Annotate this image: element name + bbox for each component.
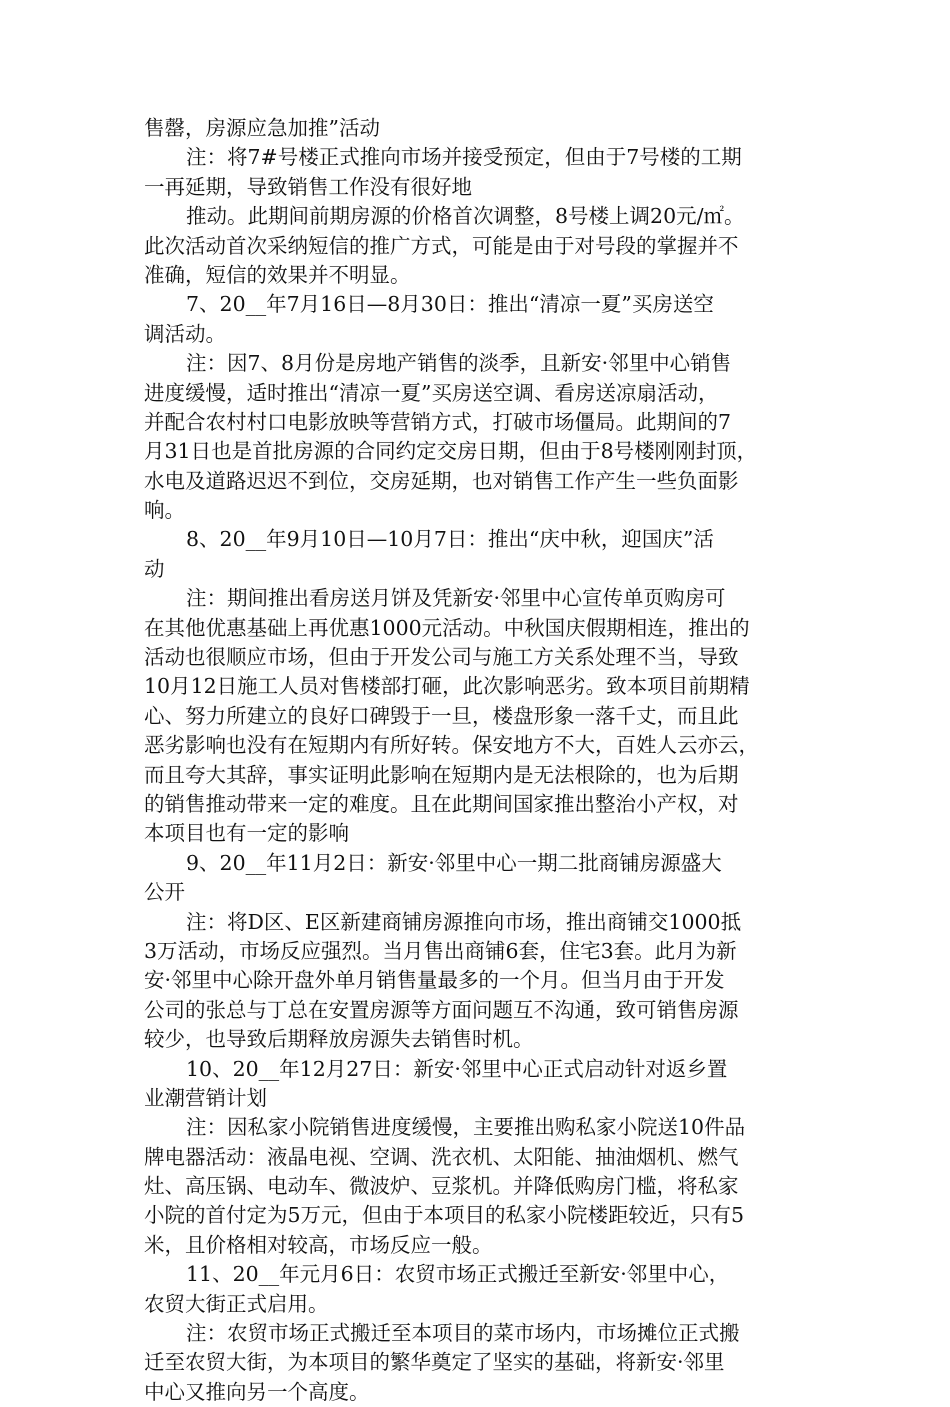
paragraph-first-line: 8、20__年9月10日—10月7日：推出“庆中秋，迎国庆”活 — [186, 527, 714, 552]
paragraph-first-line: 7、20__年7月16日—8月30日：推出“清凉一夏”买房送空 — [186, 292, 714, 317]
paragraph-line: 在其他优惠基础上再优惠1000元活动。中秋国庆假期相连，推出的 — [144, 615, 750, 640]
paragraph-line: 心、努力所建立的良好口碑毁于一旦，楼盘形象一落千丈，而且此 — [144, 703, 739, 728]
paragraph-first-line: 10、20__年12月27日：新安·邻里中心正式启动针对返乡置 — [186, 1056, 728, 1081]
paragraph-line: 中心又推向另一个高度。 — [144, 1379, 370, 1404]
paragraph-line: 10月12日施工人员对售楼部打砸，此次影响恶劣。致本项目前期精 — [144, 674, 750, 699]
paragraph-line: 公开 — [144, 880, 185, 905]
paragraph-line: 而且夸大其辞，事实证明此影响在短期内是无法根除的，也为后期 — [144, 762, 739, 787]
paragraph-line: 调活动。 — [144, 321, 226, 346]
paragraph-line: 农贸大街正式启用。 — [144, 1291, 329, 1316]
paragraph-line: 牌电器活动：液晶电视、空调、洗衣机、太阳能、抽油烟机、燃气 — [144, 1144, 739, 1169]
paragraph-line: 响。 — [144, 498, 185, 523]
paragraph-line: 此次活动首次采纳短信的推广方式，可能是由于对号段的掌握并不 — [144, 233, 739, 258]
paragraph-line: 安·邻里中心除开盘外单月销售量最多的一个月。但当月由于开发 — [144, 968, 725, 993]
paragraph-first-line: 推动。此期间前期房源的价格首次调整，8号楼上调20元/㎡。 — [186, 204, 745, 229]
paragraph-line: 3万活动，市场反应强烈。当月售出商铺6套，住宅3套。此月为新 — [144, 938, 737, 963]
paragraph-first-line: 注：将D区、E区新建商铺房源推向市场，推出商铺交1000抵 — [186, 909, 742, 934]
paragraph-line: 较少，也导致后期释放房源失去销售时机。 — [144, 1027, 534, 1052]
paragraph-line: 迁至农贸大街，为本项目的繁华奠定了坚实的基础，将新安·邻里 — [144, 1350, 725, 1375]
paragraph-line: 准确，短信的效果并不明显。 — [144, 262, 411, 287]
paragraph-first-line: 注：将7#号楼正式推向市场并接受预定，但由于7号楼的工期 — [186, 145, 742, 170]
paragraph-first-line: 注：期间推出看房送月饼及凭新安·邻里中心宣传单页购房可 — [186, 586, 726, 611]
paragraph-line: 动 — [144, 556, 165, 581]
paragraph-first-line: 9、20__年11月2日：新安·邻里中心一期二批商铺房源盛大 — [186, 850, 722, 875]
paragraph-line: 的销售推动带来一定的难度。且在此期间国家推出整治小产权，对 — [144, 791, 739, 816]
paragraph-line: 活动也很顺应市场，但由于开发公司与施工方关系处理不当，导致 — [144, 645, 739, 670]
paragraph-line: 米，且价格相对较高，市场反应一般。 — [144, 1232, 493, 1257]
paragraph-line: 进度缓慢，适时推出“清凉一夏”买房送空调、看房送凉扇活动， — [144, 380, 719, 405]
document-body — [144, 114, 816, 1407]
paragraph-line: 本项目也有一定的影响 — [144, 821, 349, 846]
paragraph-line: 并配合农村村口电影放映等营销方式，打破市场僵局。此期间的7 — [144, 409, 732, 434]
paragraph-first-line: 注：农贸市场正式搬迁至本项目的菜市场内，市场摊位正式搬 — [186, 1321, 740, 1346]
paragraph-line: 售罄，房源应急加推”活动 — [144, 116, 380, 140]
paragraph-line: 恶劣影响也没有在短期内有所好转。保安地方不大，百姓人云亦云， — [144, 733, 759, 758]
paragraph-line: 业潮营销计划 — [144, 1085, 267, 1110]
paragraph-first-line: 注：因私家小院销售进度缓慢，主要推出购私家小院送10件品 — [186, 1115, 746, 1140]
paragraph-line: 小院的首付定为5万元，但由于本项目的私家小院楼距较近，只有5 — [144, 1203, 745, 1228]
paragraph-first-line: 11、20__年元月6日：农贸市场正式搬迁至新安·邻里中心， — [186, 1262, 730, 1287]
paragraph-line: 灶、高压锅、电动车、微波炉、豆浆机。并降低购房门槛，将私家 — [144, 1174, 739, 1199]
paragraph-first-line: 注：因7、8月份是房地产销售的淡季，且新安·邻里中心销售 — [186, 351, 732, 376]
paragraph-line: 一再延期，导致销售工作没有很好地 — [144, 174, 472, 199]
paragraph-line: 水电及道路迟迟不到位，交房延期，也对销售工作产生一些负面影 — [144, 468, 739, 493]
paragraph-line: 公司的张总与丁总在安置房源等方面问题互不沟通，致可销售房源 — [144, 997, 739, 1022]
paragraph-line: 月31日也是首批房源的合同约定交房日期，但由于8号楼刚刚封顶， — [144, 439, 758, 464]
